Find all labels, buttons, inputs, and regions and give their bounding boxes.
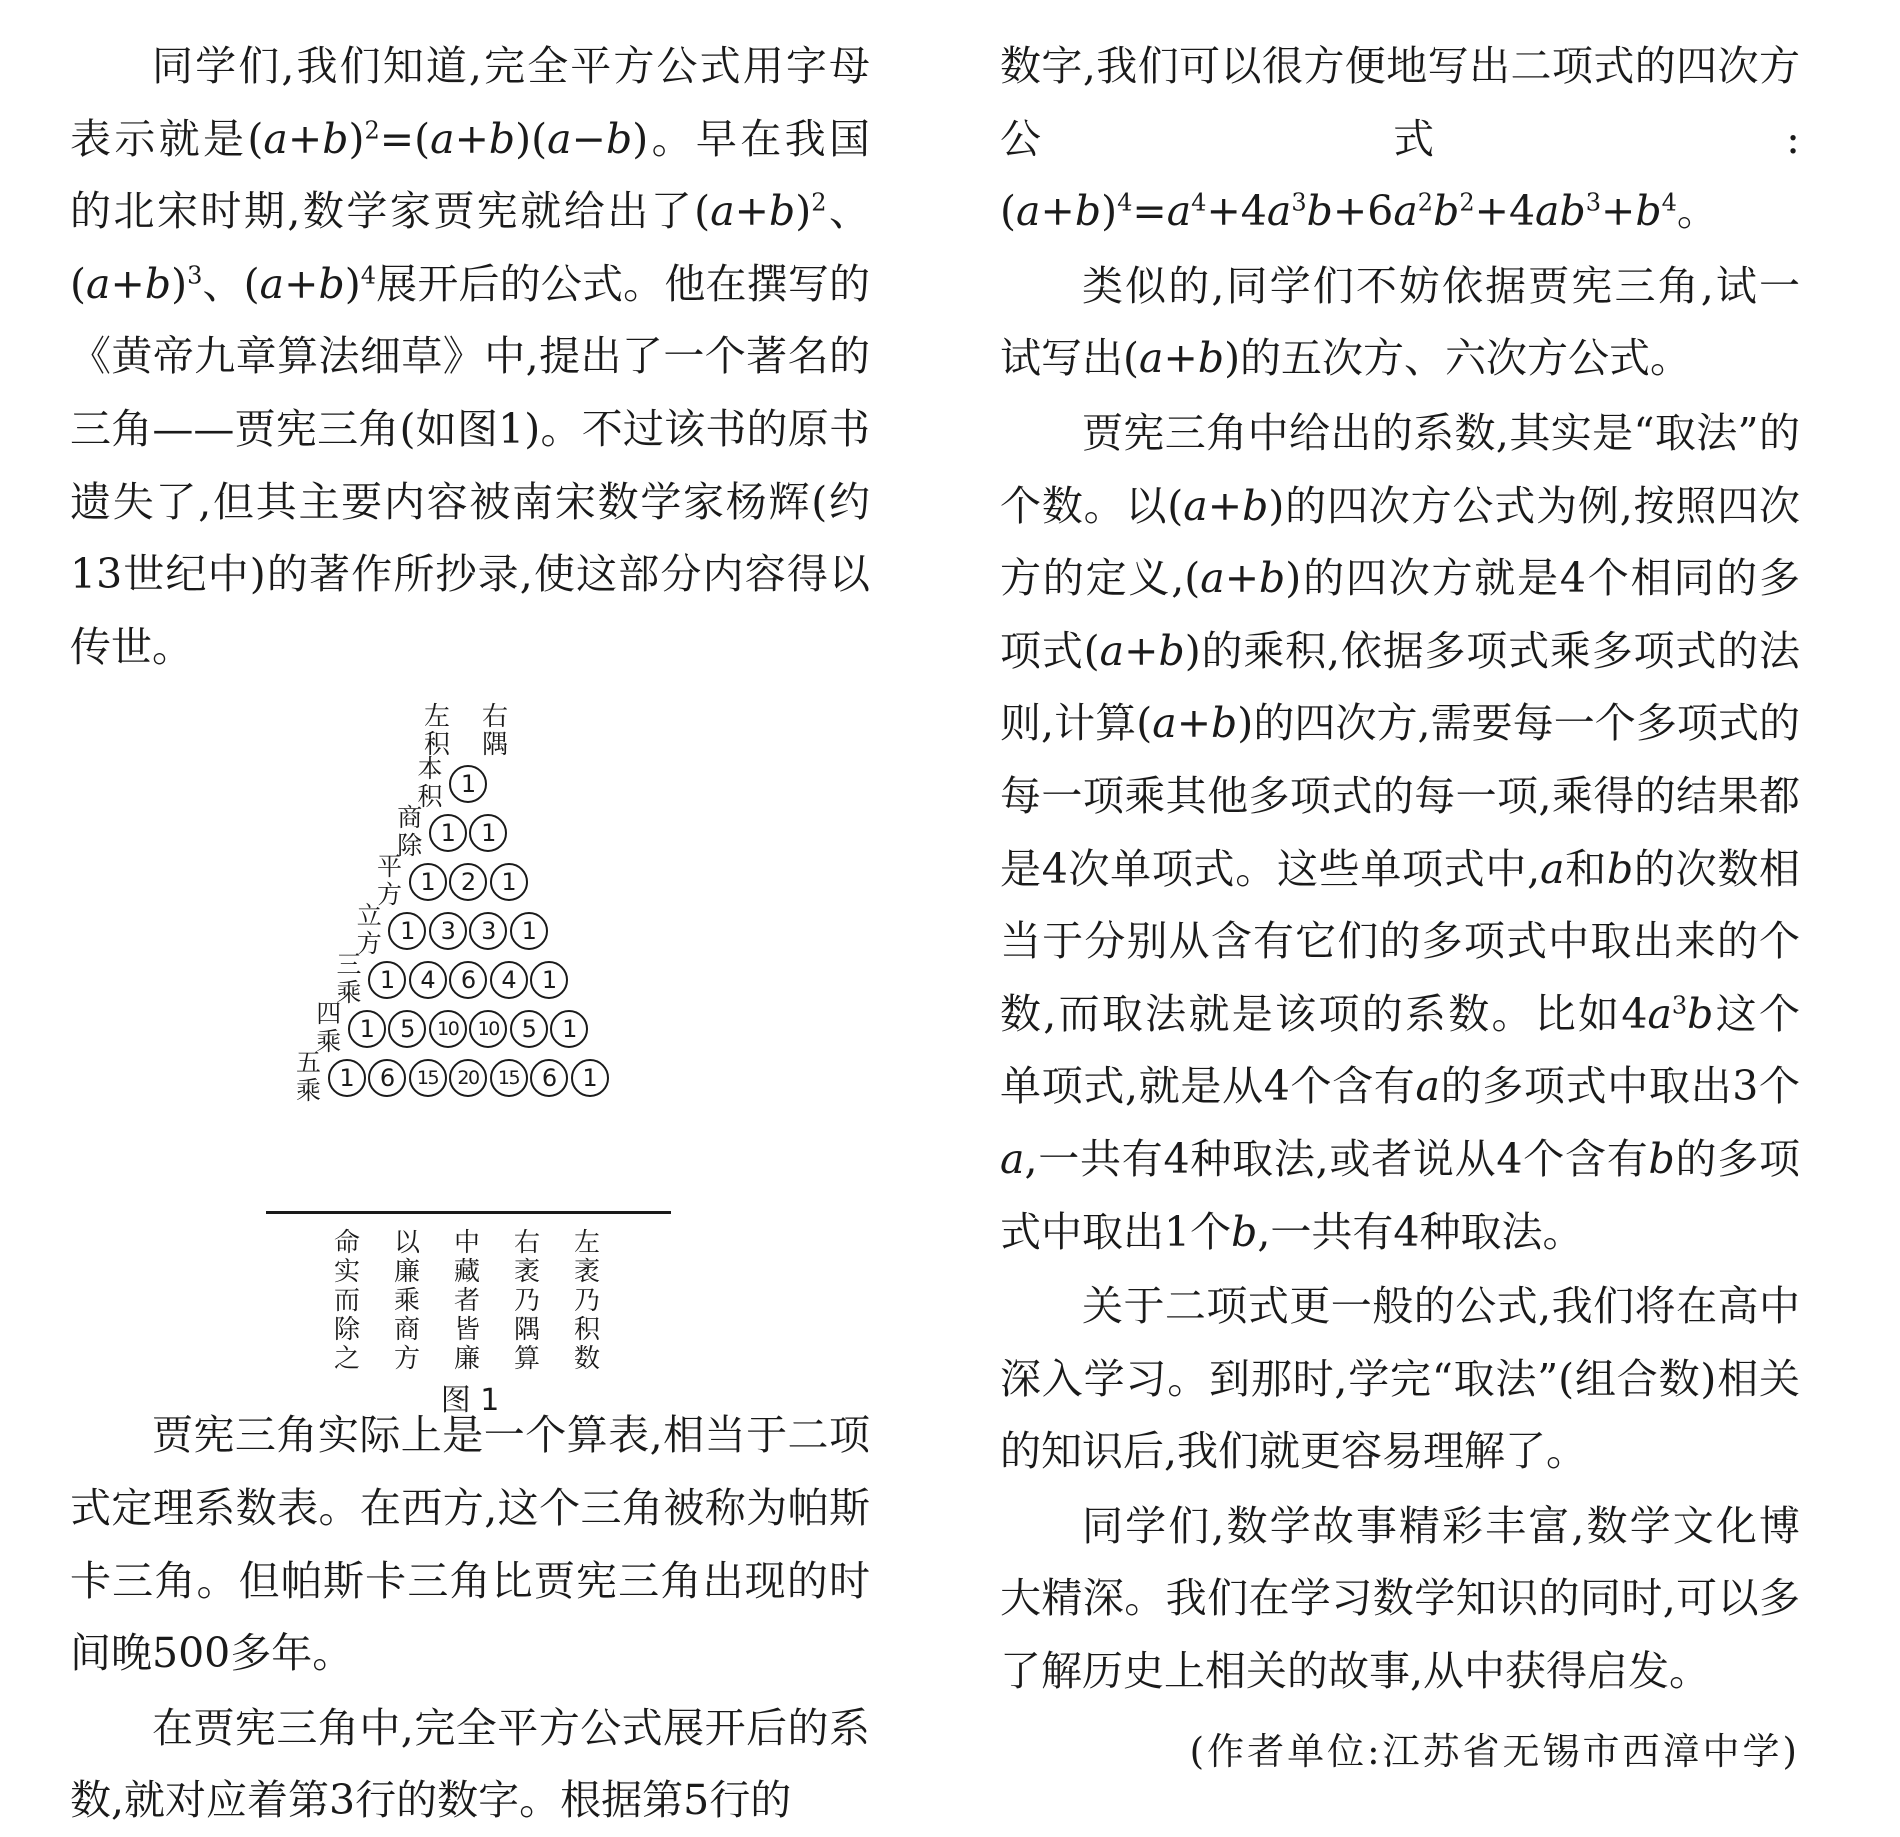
figure-baseline xyxy=(266,1211,671,1214)
triangle-cell-r6-c2: 5 xyxy=(388,1010,426,1048)
paragraph-conclusion: 同学们,数学故事精彩丰富,数学文化博大精深。我们在学习数学知识的同时,可以多了解历史上相关的故事,从中获得启发。 xyxy=(1000,1501,1800,1696)
triangle-cell-r5-c5: 1 xyxy=(530,961,568,999)
paragraph-fourth-power: 数字,我们可以很方便地写出二项式的四次方公式$:(a+b)^4=a^4+4a^3b+6a^2b^2+4ab^3+b^4$。 xyxy=(1000,42,1800,236)
bottom-text-col-4: 右袤乃隅算 xyxy=(513,1228,540,1375)
figure-caption: 图 1 xyxy=(440,1383,500,1419)
triangle-cell-r4-c1: 1 xyxy=(388,912,426,950)
triangle-cell-r5-c4: 4 xyxy=(490,961,528,999)
row-label-4: 立方 xyxy=(356,901,382,959)
triangle-cell-r7-c5: 15 xyxy=(490,1059,528,1097)
triangle-cell-r5-c2: 4 xyxy=(409,961,447,999)
triangle-cell-r5-c1: 1 xyxy=(368,961,406,999)
bottom-text-col-2: 以廉乘商方 xyxy=(393,1228,420,1375)
row-label-1: 本积 xyxy=(417,754,443,812)
triangle-cell-r1-c1: 1 xyxy=(449,765,487,803)
triangle-cell-r6-c5: 5 xyxy=(510,1010,548,1048)
triangle-cell-r4-c3: 3 xyxy=(469,912,507,950)
bottom-text-col-5: 左袤乃积数 xyxy=(573,1228,600,1375)
row-label-7: 五乘 xyxy=(295,1048,321,1106)
triangle-cell-r6-c1: 1 xyxy=(348,1010,386,1048)
triangle-cell-r7-c4: 20 xyxy=(449,1059,487,1097)
paragraph-high-school: 关于二项式更一般的公式,我们将在高中深入学习。到那时,学完“取法”(组合数)相关的知识后,我们就更容易理解了。 xyxy=(1000,1282,1800,1476)
triangle-cell-r7-c3: 15 xyxy=(409,1059,447,1097)
author-affiliation: (作者单位:江苏省无锡市西漳中学) xyxy=(1189,1729,1800,1773)
triangle-cell-r3-c1: 1 xyxy=(409,863,447,901)
row-label-3: 平方 xyxy=(376,852,402,910)
corner-left-label: 左积 xyxy=(423,702,450,761)
triangle-cell-r7-c1: 1 xyxy=(328,1059,366,1097)
row-label-6: 四乘 xyxy=(316,999,342,1057)
triangle-cell-r5-c3: 6 xyxy=(449,961,487,999)
row-label-5: 三乘 xyxy=(336,950,362,1008)
triangle-cell-r4-c4: 1 xyxy=(510,912,548,950)
triangle-cell-r6-c4: 10 xyxy=(469,1010,507,1048)
triangle-cell-r2-c1: 1 xyxy=(429,814,467,852)
triangle-cell-r7-c7: 1 xyxy=(571,1059,609,1097)
bottom-text-col-3: 中藏者皆廉 xyxy=(453,1228,480,1375)
triangle-cell-r6-c3: 10 xyxy=(429,1010,467,1048)
row-label-2: 商除 xyxy=(397,803,423,861)
triangle-cell-r6-c6: 1 xyxy=(550,1010,588,1048)
paragraph-try: 类似的,同学们不妨依据贾宪三角,试一试写出(a+b)的五次方、六次方公式。 xyxy=(1000,261,1800,383)
paragraph-ways: 贾宪三角中给出的系数,其实是“取法”的个数。以(a+b)的四次方公式为例,按照四次方的定义,(a+b)的四次方就是4个相同的多项式(a+b)的乘积,依据多项式乘多项式的法则,计算(a+b)的四次方,需要每一个多项式的每一项乘其他多项式的每一项,乘得的结果都是4次单项式。这些单项式中,a和b的次数相当于分别从含有它们的多项式中取出来的个数,而取法就是该项的系数。比如$4a^3b$这个单项式,就是从4个含有a的多项式中取出3个a,一共有4种取法,或者说从4个含有b的多项式中取出1个b,一共有4种取法。 xyxy=(1000,408,1801,1256)
triangle-cell-r7-c2: 6 xyxy=(368,1059,406,1097)
triangle-cell-r2-c2: 1 xyxy=(469,814,507,852)
paragraph-third-row: 在贾宪三角中,完全平方公式展开后的系数,就对应着第3行的数字。根据第5行的 xyxy=(70,1703,870,1825)
paragraph-table: 贾宪三角实际上是一个算表,相当于二项式定理系数表。在西方,这个三角被称为帕斯卡三角。但帕斯卡三角比贾宪三角出现的时间晚500多年。 xyxy=(70,1411,870,1678)
jia-xian-triangle-figure xyxy=(70,697,870,1419)
triangle-cell-r7-c6: 6 xyxy=(530,1059,568,1097)
bottom-text-col-1: 命实而除之 xyxy=(333,1228,360,1375)
paragraph-intro: 同学们,我们知道,完全平方公式用字母表示就是$(a+b)^2=(a+b)(a-b)$。早在我国的北宋时期,数学家贾宪就给出了$(a+b)^2$、$(a+b)^3$、$(a+b)^4$展开后的公式。他在撰写的《黄帝九章算法细草》中,提出了一个著名的三角——贾宪三角(如图1)。不过该书的原书遗失了,但其主要内容被南宋数学家杨辉(约13世纪中)的著作所抄录,使这部分内容得以传世。 xyxy=(70,42,871,671)
left-column xyxy=(70,30,870,1837)
triangle-cell-r3-c3: 1 xyxy=(490,863,528,901)
triangle-cell-r4-c2: 3 xyxy=(429,912,467,950)
corner-right-label: 右隅 xyxy=(481,702,508,761)
triangle-cell-r3-c2: 2 xyxy=(449,863,487,901)
right-column xyxy=(1000,30,1800,1788)
